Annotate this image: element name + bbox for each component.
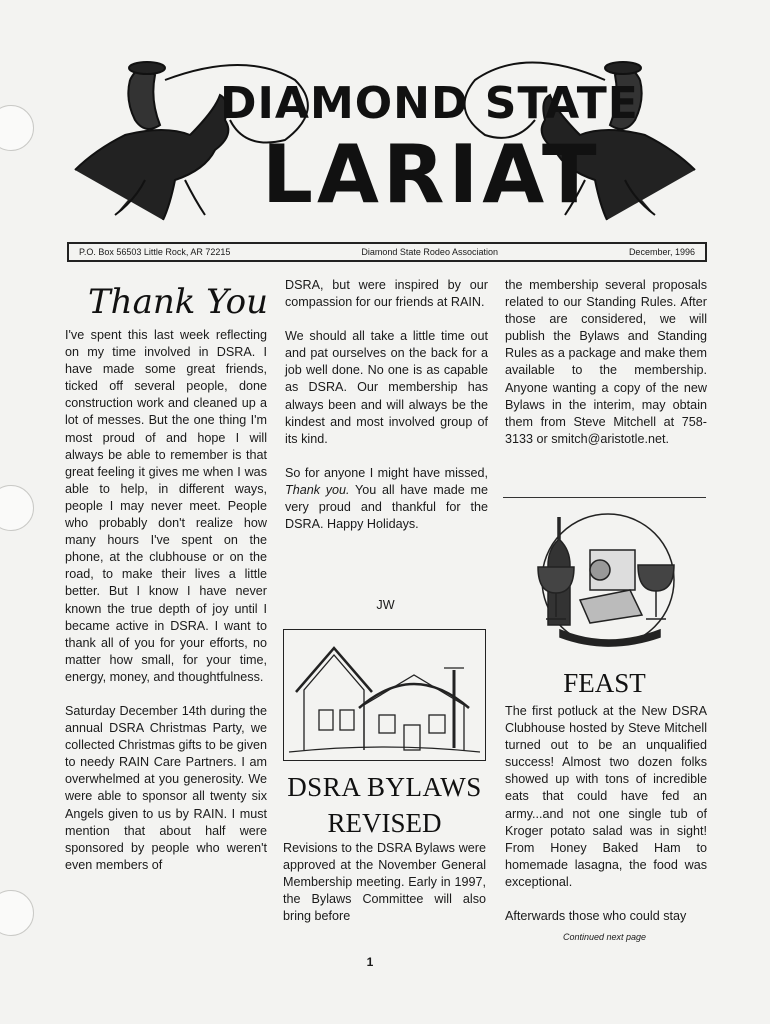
article-paragraph: the membership several proposals related to our Standing Rules. After those are considered, we will publish the Bylaws and Standing Rules as a package and make them available to the membership. Anyone wanting a copy of the new Bylaws in the interim, may obtain them from Steve Mitchell at 758-3133 or smitch@aristotle.net.	[505, 278, 707, 446]
article-paragraph: The first potluck at the New DSRA Clubhouse hosted by Steve Mitchell turned out to be an unqualified success! Almost two dozen folks showed up with tons of incredible eats that could have fed an army...and not one single tub of Kroger potato salad was in sight! From Honey Baked Ham to homemade lasagna, the food was exceptional.	[505, 704, 707, 889]
divider	[503, 497, 706, 498]
bylaws-headline-line-1: DSRA BYLAWS	[287, 772, 482, 802]
article-paragraph: Revisions to the DSRA Bylaws were approved at the November General Membership meeting. Early in 1997, the Bylaws Committee will also bring before	[283, 841, 486, 924]
article-paragraph	[285, 465, 488, 533]
masthead-title-main: LARIAT	[262, 128, 601, 221]
article-paragraph: I've spent this last week reflecting on my time involved in DSRA. I have made some great friends, ticked off several people, done construction work and cleaned up a lot of messes. But the one thing I'm most proud of and hope I will always be able to remember is that great feeling it gives me when I was able to help, in different ways, people I may never meet. People who probably don't realize how many hours I've spent on the phone, at the clubhouse or on the road, to make their lives a little better. But I know I have never known the true depth of joy until I became active in DSRA. I want to thank all of you for your efforts, no matter how small, for your time, energy, money, and thoughtfulness.	[65, 328, 267, 684]
thank-you-heading: Thank You	[88, 282, 269, 322]
wine-and-cheese-illustration	[530, 505, 680, 665]
feast-article-text	[505, 703, 707, 942]
holiday-house-illustration	[283, 629, 486, 761]
mailing-address: P.O. Box 56503 Little Rock, AR 72215	[79, 247, 231, 257]
bylaws-headline-line-2: REVISED	[327, 808, 442, 838]
emphasis-text: Thank you.	[285, 482, 350, 497]
continued-note: Continued next page	[562, 932, 647, 942]
punch-hole	[0, 890, 34, 936]
article-paragraph: We should all take a little time out and pat ourselves on the back for a job well done. No one is as capable as DSRA. Our membership has always been and will always be the kindest and most involved group of its kind.	[285, 329, 488, 446]
article-paragraph: Saturday December 14th during the annual DSRA Christmas Party, we collected Christmas gifts to be given to needy RAIN Care Partners. I am overwhelmed at you generosity. We were able to sponsor all twenty six Angels given to us by RAIN. I must mention that about half were sponsored by people who weren't even members of	[65, 703, 267, 872]
article-paragraph: DSRA, but were inspired by our compassion for our friends at RAIN.	[285, 278, 488, 310]
author-signature: JW	[376, 598, 395, 612]
column-1-text	[65, 327, 267, 891]
masthead-info-bar	[67, 242, 707, 262]
bylaws-article-text	[283, 840, 486, 942]
masthead-title-top: DIAMOND STATE	[220, 78, 639, 129]
column-2-text	[285, 277, 488, 550]
punch-hole	[0, 105, 34, 151]
feast-headline: FEAST	[563, 668, 646, 698]
paragraph-text: You all have made me very proud and thankful for the DSRA. Happy Holidays.	[285, 482, 488, 532]
article-paragraph: Afterwards those who could stay	[505, 909, 687, 924]
punch-hole	[0, 485, 34, 531]
column-3-text	[505, 277, 707, 465]
paragraph-text: So for anyone I might have missed,	[285, 465, 488, 480]
issue-date: December, 1996	[628, 247, 695, 257]
organization-name: Diamond State Rodeo Association	[361, 247, 498, 257]
page-number: 1	[366, 955, 374, 969]
